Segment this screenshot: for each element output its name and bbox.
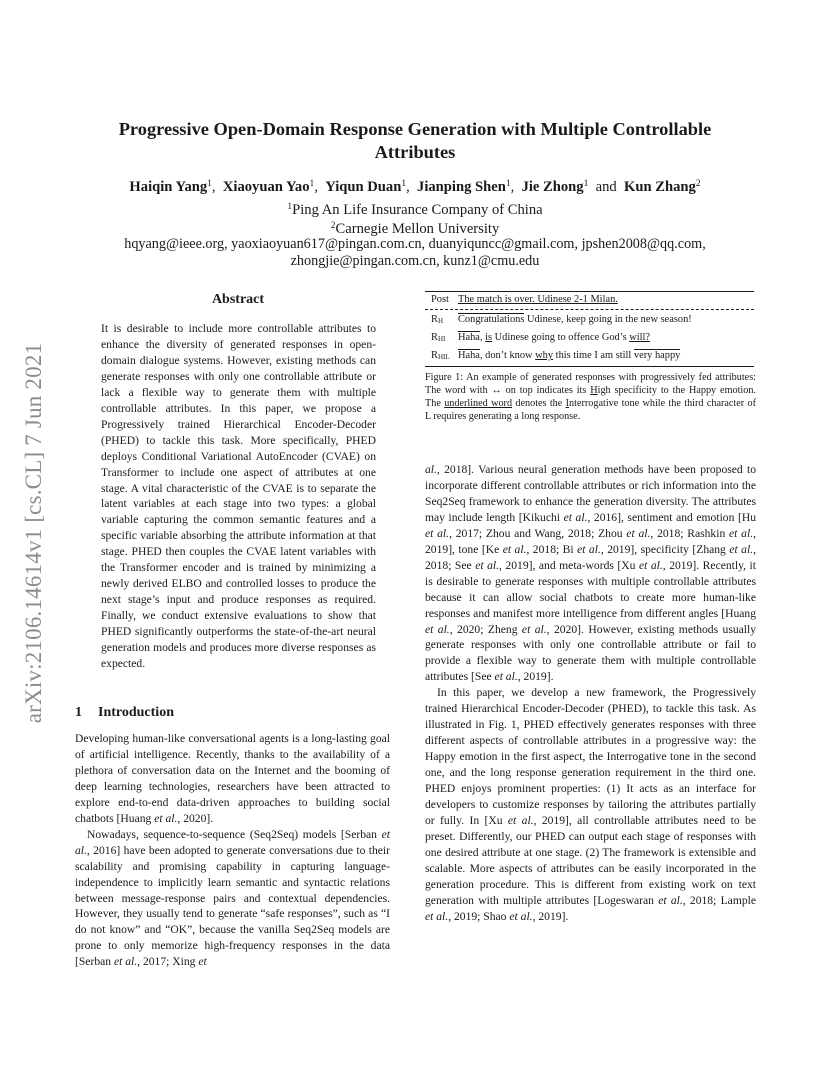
affiliation-mark: 1: [287, 202, 293, 212]
intro-right-column: [425, 462, 756, 925]
text-run: , 2019].: [532, 909, 569, 923]
author-affiliation-mark: 1: [207, 179, 212, 189]
author-list: [70, 175, 760, 196]
interrogative-word: is: [485, 332, 493, 343]
author-emails: [60, 236, 770, 270]
paragraph: [425, 462, 756, 685]
author-affiliation-mark: 1: [401, 179, 407, 189]
affiliation: [70, 217, 760, 238]
affiliation-name: Carnegie Mellon University: [335, 221, 500, 237]
text-run: , 2018]. Various neural generation methods have been proposed to incorporate different controllable attributes or rich information into the Seq2Seq framework to enhance the generation diversity. The attributes may include length [Kikuchi: [425, 463, 756, 524]
text-run-underlined: I: [565, 398, 570, 410]
text-run: , 2020]. However, existing methods usually generate responses with only one controllable attribute or fail to provide a flexible way to generate them with multiple controllable attributes [See: [425, 622, 757, 684]
author-and: and: [595, 179, 617, 195]
text-run: , 2020].: [177, 811, 214, 825]
figure-response-row: [425, 330, 754, 348]
row-label: [425, 313, 458, 328]
paper-title: Progressive Open-Domain Response Generation with Multiple Controllable Attributes: [118, 119, 712, 162]
figure-response-row: [425, 348, 754, 366]
affiliation: [70, 198, 760, 219]
section-heading-introduction: [75, 705, 174, 721]
text-run: , 2018; Lample: [682, 893, 757, 907]
row-label-sub: HIL: [437, 353, 450, 361]
specific-word: Haha: [458, 332, 480, 343]
row-label-letter: R: [431, 350, 438, 361]
author-name: Yiqun Duan: [325, 179, 402, 195]
text-run: , 2019].: [517, 670, 554, 684]
text-run-italic: et: [198, 955, 207, 969]
figure-1-table: [425, 291, 754, 367]
text-run-italic: et al.: [638, 558, 663, 572]
text-run-italic: et al.: [425, 526, 450, 540]
author-name: Jianping Shen: [417, 179, 506, 195]
specific-word: very happy: [633, 350, 681, 361]
text-run: ,: [479, 332, 486, 343]
row-text: [458, 349, 754, 364]
figure-1-caption: [425, 371, 756, 423]
row-label: Post: [431, 294, 449, 305]
text-run: Figure 1: An example of generated responses with progressively fed attributes: The word with ↔ on top indicates its: [425, 372, 756, 397]
intro-left-column: [75, 731, 390, 970]
row-label: [425, 331, 458, 346]
text-run-italic: et al.: [729, 526, 754, 540]
text-run: , 2016] have been adopted to generate conversations due to their scalability and promising capability in capturing language-independence to implicitly learn semantic and syntactic relations between message-response pairs and contextual dependencies. However, they usually tend to generate “safe responses”, such as “I do not know” and “OK”, because the vanilla Seq2Seq models are prone to only memorize high-frequency responses in the data [Serban: [75, 843, 390, 969]
row-label-sub: H: [437, 317, 443, 325]
text-run: In this paper, we develop a new framework, the Progressively trained Hierarchical Encoder-Decoder (PHED), to tackle this task. As illustrated in Fig. 1, PHED effectively generates responses with three different aspects of controllable attributes in a progressive way: the Happy emotion in the first aspect, the Interrogative tone in the second one, and the long response generation requirement in the third one. PHED enjoys prominent properties: (1) It acts as an interface for developers to customize responses by tailoring the attributes partially or fully. In [Xu: [425, 686, 756, 827]
author-affiliation-mark: 2: [695, 179, 701, 189]
author-name: Xiaoyuan Yao: [222, 179, 310, 195]
row-label: [425, 349, 458, 364]
text-run: Udinese, keep going in the new season!: [524, 314, 692, 325]
paragraph: [425, 685, 756, 924]
row-label-letter: R: [431, 332, 438, 343]
text-run-italic: et al.: [521, 622, 547, 636]
text-run-italic: et al.: [502, 542, 527, 556]
text-run: igh specificity to the Happy emotion. The: [425, 385, 756, 410]
text-run: , 2017; Zhou and Wang, 2018; Zhou: [449, 526, 627, 540]
text-run: , 2019], all controllable attributes need to be preset. Differently, our PHED can output each stage of responses with one desired attribute at one stage. (2) The framework is extensible and scalable. More aspects of attributes can be easily incorporated in the generation procedure. This is different from existing work on text generation with multiple attributes [Logeswaran: [425, 813, 757, 907]
text-run: this time I am still: [553, 350, 634, 361]
text-run: , 2019], tone [Ke: [425, 526, 756, 556]
author-name: Haiqin Yang: [129, 179, 208, 195]
abstract-text: It is desirable to include more controllable attributes to enhance the diversity of generated responses in open-domain dialogue systems. However, existing methods can generate responses with only one controllable attribute or lack a flexible way to generate them with multiple controllable attributes. In this paper, we propose a Progressively trained Hierarchical Encoder-Decoder (PHED) to tackle this task. More specifically, PHED deploys Conditional Variational AutoEncoder (CVAE) on Transformer to include one aspect of attributes at one stage. A vital characteristic of the CVAE is to separate the latent variables at each stage into two types: a global variable capturing the common semantic features and a specific variable absorbing the attribute information at that stage. PHED then couples the CVAE latent variables with the Transformer encoder and is trained by minimizing a newly derived ELBO and controlled losses to produce the next stage’s input and produce responses as required. Finally, we conduct extensive evaluations to show that PHED significantly outperforms the state-of-the-art neural generation models and produces more diverse responses as expected.: [101, 322, 376, 671]
author-affiliation-mark: 1: [505, 179, 511, 189]
abstract-heading: Abstract: [211, 292, 265, 307]
interrogative-word: why: [535, 350, 554, 361]
text-run-italic: al.: [425, 463, 437, 476]
author-affiliation-mark: 1: [309, 179, 315, 189]
row-text: The match is over. Udinese 2-1 Milan.: [458, 294, 618, 305]
author-separator: ,: [314, 179, 318, 195]
author-name: Kun Zhang: [624, 179, 696, 195]
text-run-italic: et al.: [507, 813, 534, 827]
text-run: denotes the: [512, 398, 566, 410]
text-run: Developing human-like conversational agents is a long-lasting goal of artificial intelligence. Recently, thanks to the availability of a plethora of conversation data on the Internet and the booming of deep learning technologies, researchers have been attracted to explore end-to-end data-driven approaches to building social chatbots [Huang: [75, 732, 390, 825]
text-run-italic: et al.: [658, 893, 683, 907]
author-separator: ,: [510, 179, 515, 195]
section-number: 1: [75, 705, 82, 720]
text-run: , 2018; Bi: [526, 542, 578, 556]
affiliation-name: Ping An Life Insurance Company of China: [292, 202, 543, 218]
row-label-letter: R: [431, 314, 438, 325]
text-run-italic: et al.: [113, 955, 138, 969]
text-run: , 2017; Xing: [137, 955, 199, 969]
text-run-italic: et al.: [75, 827, 390, 857]
text-run-italic: et al.: [425, 622, 450, 636]
row-label-sub: HI: [437, 335, 446, 343]
author-separator: ,: [211, 179, 216, 195]
paragraph: [75, 731, 390, 827]
text-run-italic: et al.: [509, 909, 533, 923]
text-run-italic: et al.: [577, 542, 601, 556]
row-text: [458, 331, 754, 346]
arxiv-identifier: [14, 298, 54, 768]
text-run: nterrogative tone while the third character of L requires generating a long response.: [425, 398, 756, 423]
text-run: , 2019]. Recently, it is desirable to generate responses with multiple controllable attributes because it can allow social chatbots to create more human-like responses and manifest more intelligence from different angles [Huang: [425, 558, 757, 620]
text-run: Nowadays, sequence-to-sequence (Seq2Seq) models [Serban: [87, 827, 382, 841]
figure-post-row: [425, 292, 754, 310]
arxiv-identifier-text: arXiv:2106.14614v1 [cs.CL] 7 Jun 2021: [21, 342, 47, 724]
text-run-italic: et al.: [154, 811, 178, 825]
text-run-italic: et al.: [626, 526, 651, 540]
paragraph: [75, 827, 390, 971]
text-run: , 2019], and meta-words [Xu: [499, 558, 639, 572]
text-run-italic: et al.: [425, 909, 449, 923]
row-text: [458, 313, 754, 328]
specific-word: Haha: [458, 350, 480, 361]
emails-line: hqyang@ieee.org, yaoxiaoyuan617@pingan.com.cn, duanyiquncc@gmail.com, jpshen2008@qq.com,: [124, 236, 706, 252]
text-run-italic: et al.: [494, 670, 518, 684]
author-affiliation-mark: 1: [583, 179, 589, 189]
text-run-underlined: underlined word: [444, 398, 513, 410]
text-run-italic: et al.: [475, 558, 500, 572]
affiliation-mark: 2: [330, 221, 336, 231]
text-run-italic: et al.: [563, 510, 588, 524]
text-run: , 2016], sentiment and emotion [Hu: [587, 510, 756, 524]
text-run: , 2020; Zheng: [449, 622, 522, 636]
specific-word: Congratulations: [458, 314, 525, 325]
author-name: Jie Zhong: [521, 179, 584, 195]
section-title: Introduction: [98, 705, 174, 720]
text-run: , 2019; Shao: [448, 909, 510, 923]
text-run-italic: et al.: [729, 542, 754, 556]
text-run: , 2018; Rashkin: [650, 526, 730, 540]
text-run: , 2018; See: [425, 542, 756, 572]
figure-response-row: [425, 312, 754, 330]
author-separator: ,: [406, 179, 410, 195]
text-run: , 2019], specificity [Zhang: [600, 542, 730, 556]
text-run: , don’t know: [479, 350, 536, 361]
text-run-underlined: H: [590, 385, 598, 397]
emails-line: zhongjie@pingan.com.cn, kunz1@cmu.edu: [290, 253, 540, 269]
interrogative-word: will?: [629, 332, 651, 343]
text-run: Udinese going to offence God’s: [492, 332, 630, 343]
